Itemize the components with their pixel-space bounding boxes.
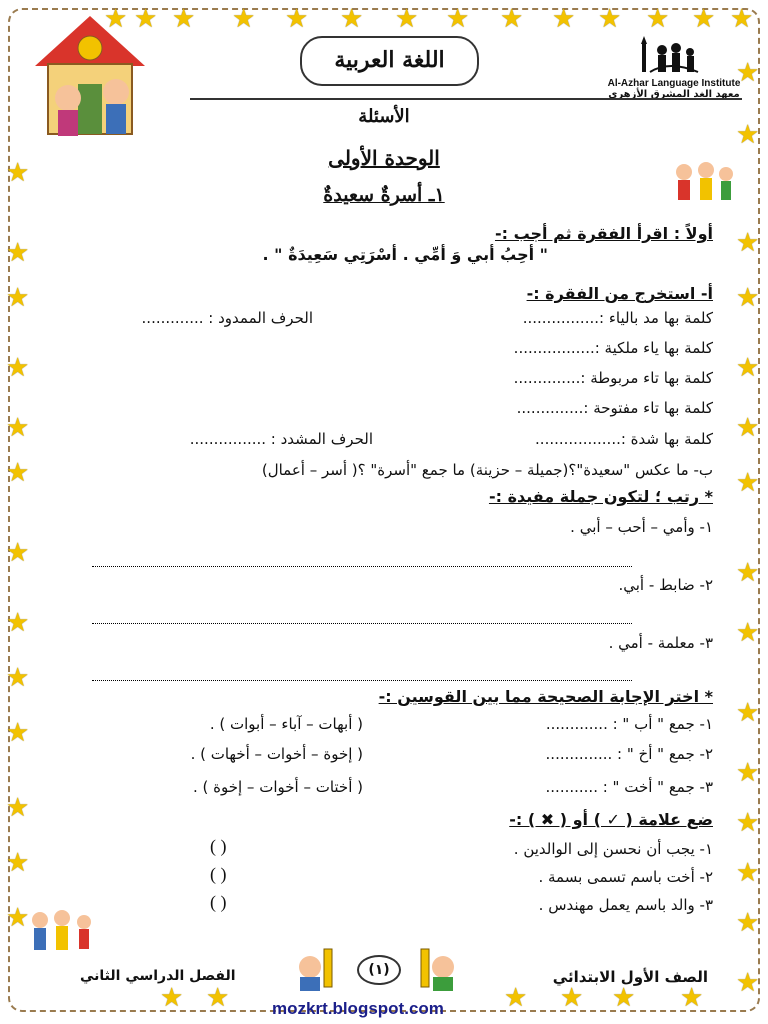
star-icon: ★ xyxy=(612,983,636,1013)
star-icon: ★ xyxy=(730,4,754,34)
q3-question: ١- جمع " أب " : ............. xyxy=(545,715,713,733)
q2-item: ١- وأمي – أحب – أبي . xyxy=(570,518,713,536)
star-icon: ★ xyxy=(646,4,670,34)
star-icon: ★ xyxy=(206,983,230,1013)
answer-line xyxy=(92,680,632,681)
q1a-item: كلمة بها تاء مربوطة :.............. xyxy=(513,369,713,387)
questions-title: الأسئلة xyxy=(358,106,410,127)
q1a-item: كلمة بها مد بالياء :................ xyxy=(522,309,713,327)
star-icon: ★ xyxy=(552,4,576,34)
site-url[interactable]: mozkrt.blogspot.com xyxy=(272,999,444,1018)
header-divider xyxy=(190,98,742,100)
answer-parentheses[interactable]: ( ) xyxy=(210,836,227,856)
star-icon: ★ xyxy=(6,793,30,823)
institute-logo xyxy=(636,36,702,76)
star-icon: ★ xyxy=(736,698,760,728)
pencil-kid-icon xyxy=(415,945,465,995)
star-icon: ★ xyxy=(6,538,30,568)
star-icon: ★ xyxy=(6,903,30,933)
q4-heading: ضع علامة ( ✓ ) أو ( ✖ ) :- xyxy=(509,810,713,829)
term-label: الفصل الدراسي الثاني xyxy=(80,968,236,984)
star-icon: ★ xyxy=(6,353,30,383)
star-icon: ★ xyxy=(285,4,309,34)
q4-item: ٢- أخت باسم تسمى بسمة . xyxy=(538,868,713,886)
star-icon: ★ xyxy=(736,228,760,258)
kids-illustration xyxy=(26,908,100,968)
star-icon: ★ xyxy=(736,908,760,938)
star-icon: ★ xyxy=(172,4,196,34)
star-icon: ★ xyxy=(6,158,30,188)
q1a-item: كلمة بها ياء ملكية :................. xyxy=(513,339,713,357)
star-icon: ★ xyxy=(6,718,30,748)
star-icon: ★ xyxy=(6,608,30,638)
subject-title: اللغة العربية xyxy=(300,36,479,86)
star-icon: ★ xyxy=(6,238,30,268)
star-icon: ★ xyxy=(736,120,760,150)
pencil-kid-icon xyxy=(288,945,338,995)
q1a-item: الحرف الممدود : ............. xyxy=(141,309,313,327)
q3-choices: ( إخوة – أخوات – أخهات ) . xyxy=(190,745,363,763)
star-icon: ★ xyxy=(560,983,584,1013)
institute-name-en: Al-Azhar Language Institute xyxy=(607,78,741,89)
q1a-item: كلمة بها شدة :.................. xyxy=(535,430,713,448)
star-icon: ★ xyxy=(736,468,760,498)
star-icon: ★ xyxy=(736,808,760,838)
q1a-item: الحرف المشدد : ................ xyxy=(189,430,373,448)
q3-choices: ( أبهات – آباء – أبوات ) . xyxy=(209,715,363,733)
q1b-line: ب- ما عكس "سعيدة"؟(جميلة – حزينة) ما جمع "أسرة" ؟( أسر – أعمال) xyxy=(261,461,713,479)
star-icon: ★ xyxy=(736,968,760,998)
q2-item: ٣- معلمة - أمي . xyxy=(608,634,713,652)
grade-label: الصف الأول الابتدائي xyxy=(552,968,708,986)
kids-illustration xyxy=(670,160,740,220)
star-icon: ★ xyxy=(736,858,760,888)
star-icon: ★ xyxy=(395,4,419,34)
institute-name-ar: معهد الغد المشرق الأزهري xyxy=(608,89,740,100)
q2-item: ٢- ضابط - أبي. xyxy=(618,576,713,594)
page-number: (١) xyxy=(357,955,401,985)
star-icon: ★ xyxy=(736,283,760,313)
answer-line xyxy=(92,566,632,567)
q1-heading: أولاً : اقرأ الفقرة ثم أجب :- xyxy=(494,224,713,243)
unit-title: الوحدة الأولى xyxy=(328,146,440,170)
q1-passage: " أحِبُ أبي وَ أمِّي . أسْرَتِي سَعِيدَةٌ " . xyxy=(262,245,548,264)
star-icon: ★ xyxy=(736,758,760,788)
answer-line xyxy=(92,623,632,624)
star-icon: ★ xyxy=(692,4,716,34)
star-icon: ★ xyxy=(6,283,30,313)
star-icon: ★ xyxy=(736,558,760,588)
answer-parentheses[interactable]: ( ) xyxy=(210,892,227,912)
star-icon: ★ xyxy=(500,4,524,34)
star-icon: ★ xyxy=(736,58,760,88)
star-icon: ★ xyxy=(104,4,128,34)
star-icon: ★ xyxy=(340,4,364,34)
star-icon: ★ xyxy=(680,983,704,1013)
star-icon: ★ xyxy=(736,353,760,383)
q4-item: ٣- والد باسم يعمل مهندس . xyxy=(538,896,713,914)
answer-parentheses[interactable]: ( ) xyxy=(210,864,227,884)
star-icon: ★ xyxy=(736,618,760,648)
q1a-item: كلمة بها تاء مفتوحة :.............. xyxy=(516,399,713,417)
q4-item: ١- يجب أن نحسن إلى الوالدين . xyxy=(513,840,713,858)
star-icon: ★ xyxy=(504,983,528,1013)
q1a-heading: أ- استخرج من الفقرة :- xyxy=(526,284,713,303)
star-icon: ★ xyxy=(736,413,760,443)
star-icon: ★ xyxy=(598,4,622,34)
star-icon: ★ xyxy=(6,848,30,878)
star-icon: ★ xyxy=(6,663,30,693)
q2-heading: * رتب ؛ لتكون جملة مفيدة :- xyxy=(488,487,713,506)
q3-question: ٣- جمع " أخت " : ........... xyxy=(545,778,713,796)
q3-question: ٢- جمع " أخ " : .............. xyxy=(545,745,713,763)
star-icon: ★ xyxy=(134,4,158,34)
q3-heading: * اختر الإجابة الصحيحة مما بين القوسين :- xyxy=(378,687,713,706)
star-icon: ★ xyxy=(160,983,184,1013)
lesson-title: ١ـ أسرةٌ سعيدةٌ xyxy=(323,184,445,206)
q3-choices: ( أختات – أخوات – إخوة ) . xyxy=(192,778,363,796)
star-icon: ★ xyxy=(446,4,470,34)
star-icon: ★ xyxy=(6,458,30,488)
star-icon: ★ xyxy=(232,4,256,34)
star-icon: ★ xyxy=(6,413,30,443)
